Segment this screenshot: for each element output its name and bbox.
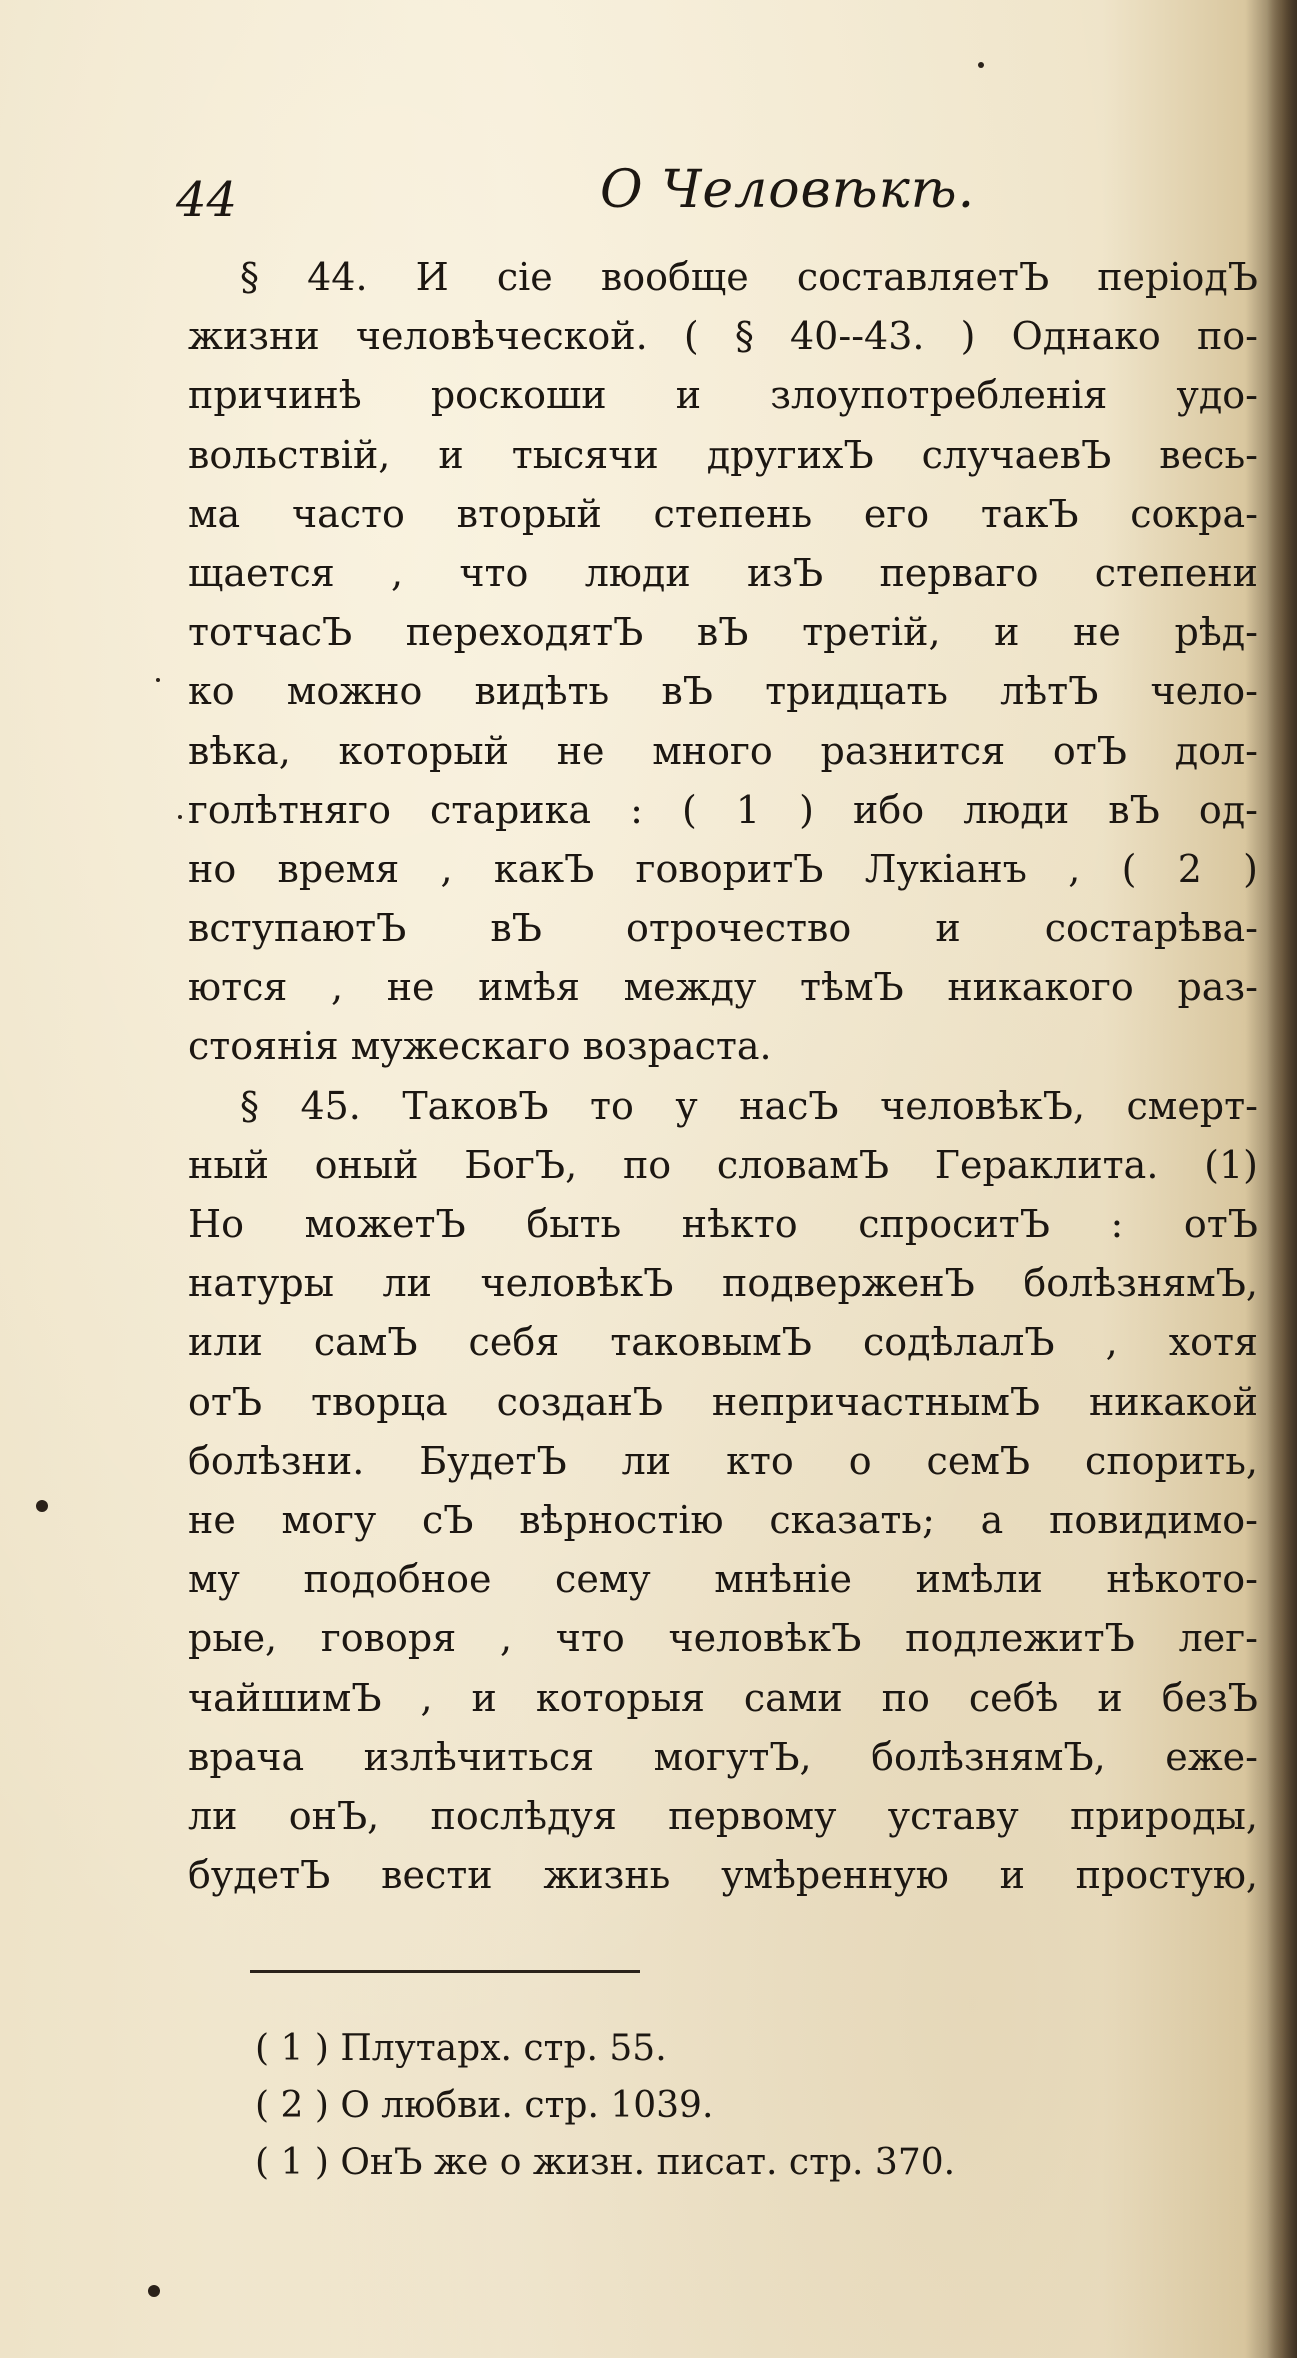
text-line: ный оный БогЪ, по словамЪ Гераклита. (1): [188, 1142, 1258, 1187]
text-line: голѣтняго старика : ( 1 ) ибо люди вЪ од-: [188, 787, 1258, 832]
text-line: вольствій, и тысячи другихЪ случаевЪ весь-: [188, 432, 1258, 477]
footnote: ( 1 ) Плутарх. стр. 55.: [255, 2028, 667, 2069]
footnote-separator-rule: [250, 1970, 640, 1973]
text-line: врача излѣчиться могутЪ, болѣзнямЪ, еже-: [188, 1734, 1258, 1779]
text-line: но время , какЪ говоритЪ Лукіанъ , ( 2 ): [188, 846, 1258, 891]
text-line: или самЪ себя таковымЪ содѣлалЪ , хотя: [188, 1320, 1258, 1365]
running-head: О Человѣкѣ.: [600, 160, 976, 220]
text-line: ли онЪ, послѣдуя первому уставу природы,: [188, 1793, 1258, 1838]
text-line: болѣзни. БудетЪ ли кто о семЪ спорить,: [188, 1438, 1258, 1483]
text-line: жизни человѣческой. ( § 40--43. ) Однако по-: [188, 314, 1258, 359]
text-line: ма часто вторый степень его такЪ сокра-: [188, 491, 1258, 536]
footnote: ( 1 ) ОнЪ же о жизн. писат. стр. 370.: [255, 2142, 956, 2183]
text-line: § 45. ТаковЪ то у насЪ человѣкЪ, смерт-: [240, 1083, 1258, 1128]
ink-speck: [156, 678, 160, 682]
ink-speck: [148, 2285, 160, 2297]
body-text: [188, 248, 1258, 1905]
text-line: чайшимЪ , и которыя сами по себѣ и безЪ: [188, 1675, 1258, 1720]
text-line: рые, говоря , что человѣкЪ подлежитЪ лег-: [188, 1616, 1258, 1661]
text-line: причинѣ роскоши и злоупотребленія удо-: [188, 373, 1258, 418]
page-header: [170, 150, 1240, 230]
text-line: натуры ли человѣкЪ подверженЪ болѣзнямЪ,: [188, 1261, 1258, 1306]
ink-speck: [178, 815, 182, 819]
text-line: ются , не имѣя между тѣмЪ никакого раз-: [188, 965, 1258, 1010]
text-line: Но можетЪ быть нѣкто спроситЪ : отЪ: [188, 1202, 1258, 1246]
page-number: 44: [176, 172, 238, 228]
page-spine-shadow: [1267, 0, 1297, 2358]
text-line: ко можно видѣть вЪ тридцать лѣтЪ чело-: [188, 669, 1258, 714]
ink-speck: [36, 1500, 48, 1512]
ink-speck: [978, 62, 984, 68]
text-line: стоянія мужескаго возраста.: [188, 1024, 772, 1069]
text-line: отЪ творца созданЪ непричастнымЪ никакой: [188, 1379, 1258, 1424]
text-line: вѣка, который не много разнится отЪ дол-: [188, 728, 1258, 773]
text-line: тотчасЪ переходятЪ вЪ третій, и не рѣд-: [188, 610, 1258, 655]
text-line: щается , что люди изЪ перваго степени: [188, 550, 1258, 595]
text-line: вступаютЪ вЪ отрочество и состарѣва-: [188, 906, 1258, 951]
text-line: не могу сЪ вѣрностію сказать; а повидимо-: [188, 1497, 1258, 1542]
text-line: будетЪ вести жизнь умѣренную и простую,: [188, 1853, 1258, 1898]
text-line: му подобное сему мнѣніе имѣли нѣкото-: [188, 1557, 1258, 1602]
footnote: ( 2 ) О любви. стр. 1039.: [255, 2085, 714, 2126]
footnotes: [255, 2020, 1205, 2191]
text-line: § 44. И сіе вообще составляетЪ періодЪ: [240, 255, 1258, 299]
